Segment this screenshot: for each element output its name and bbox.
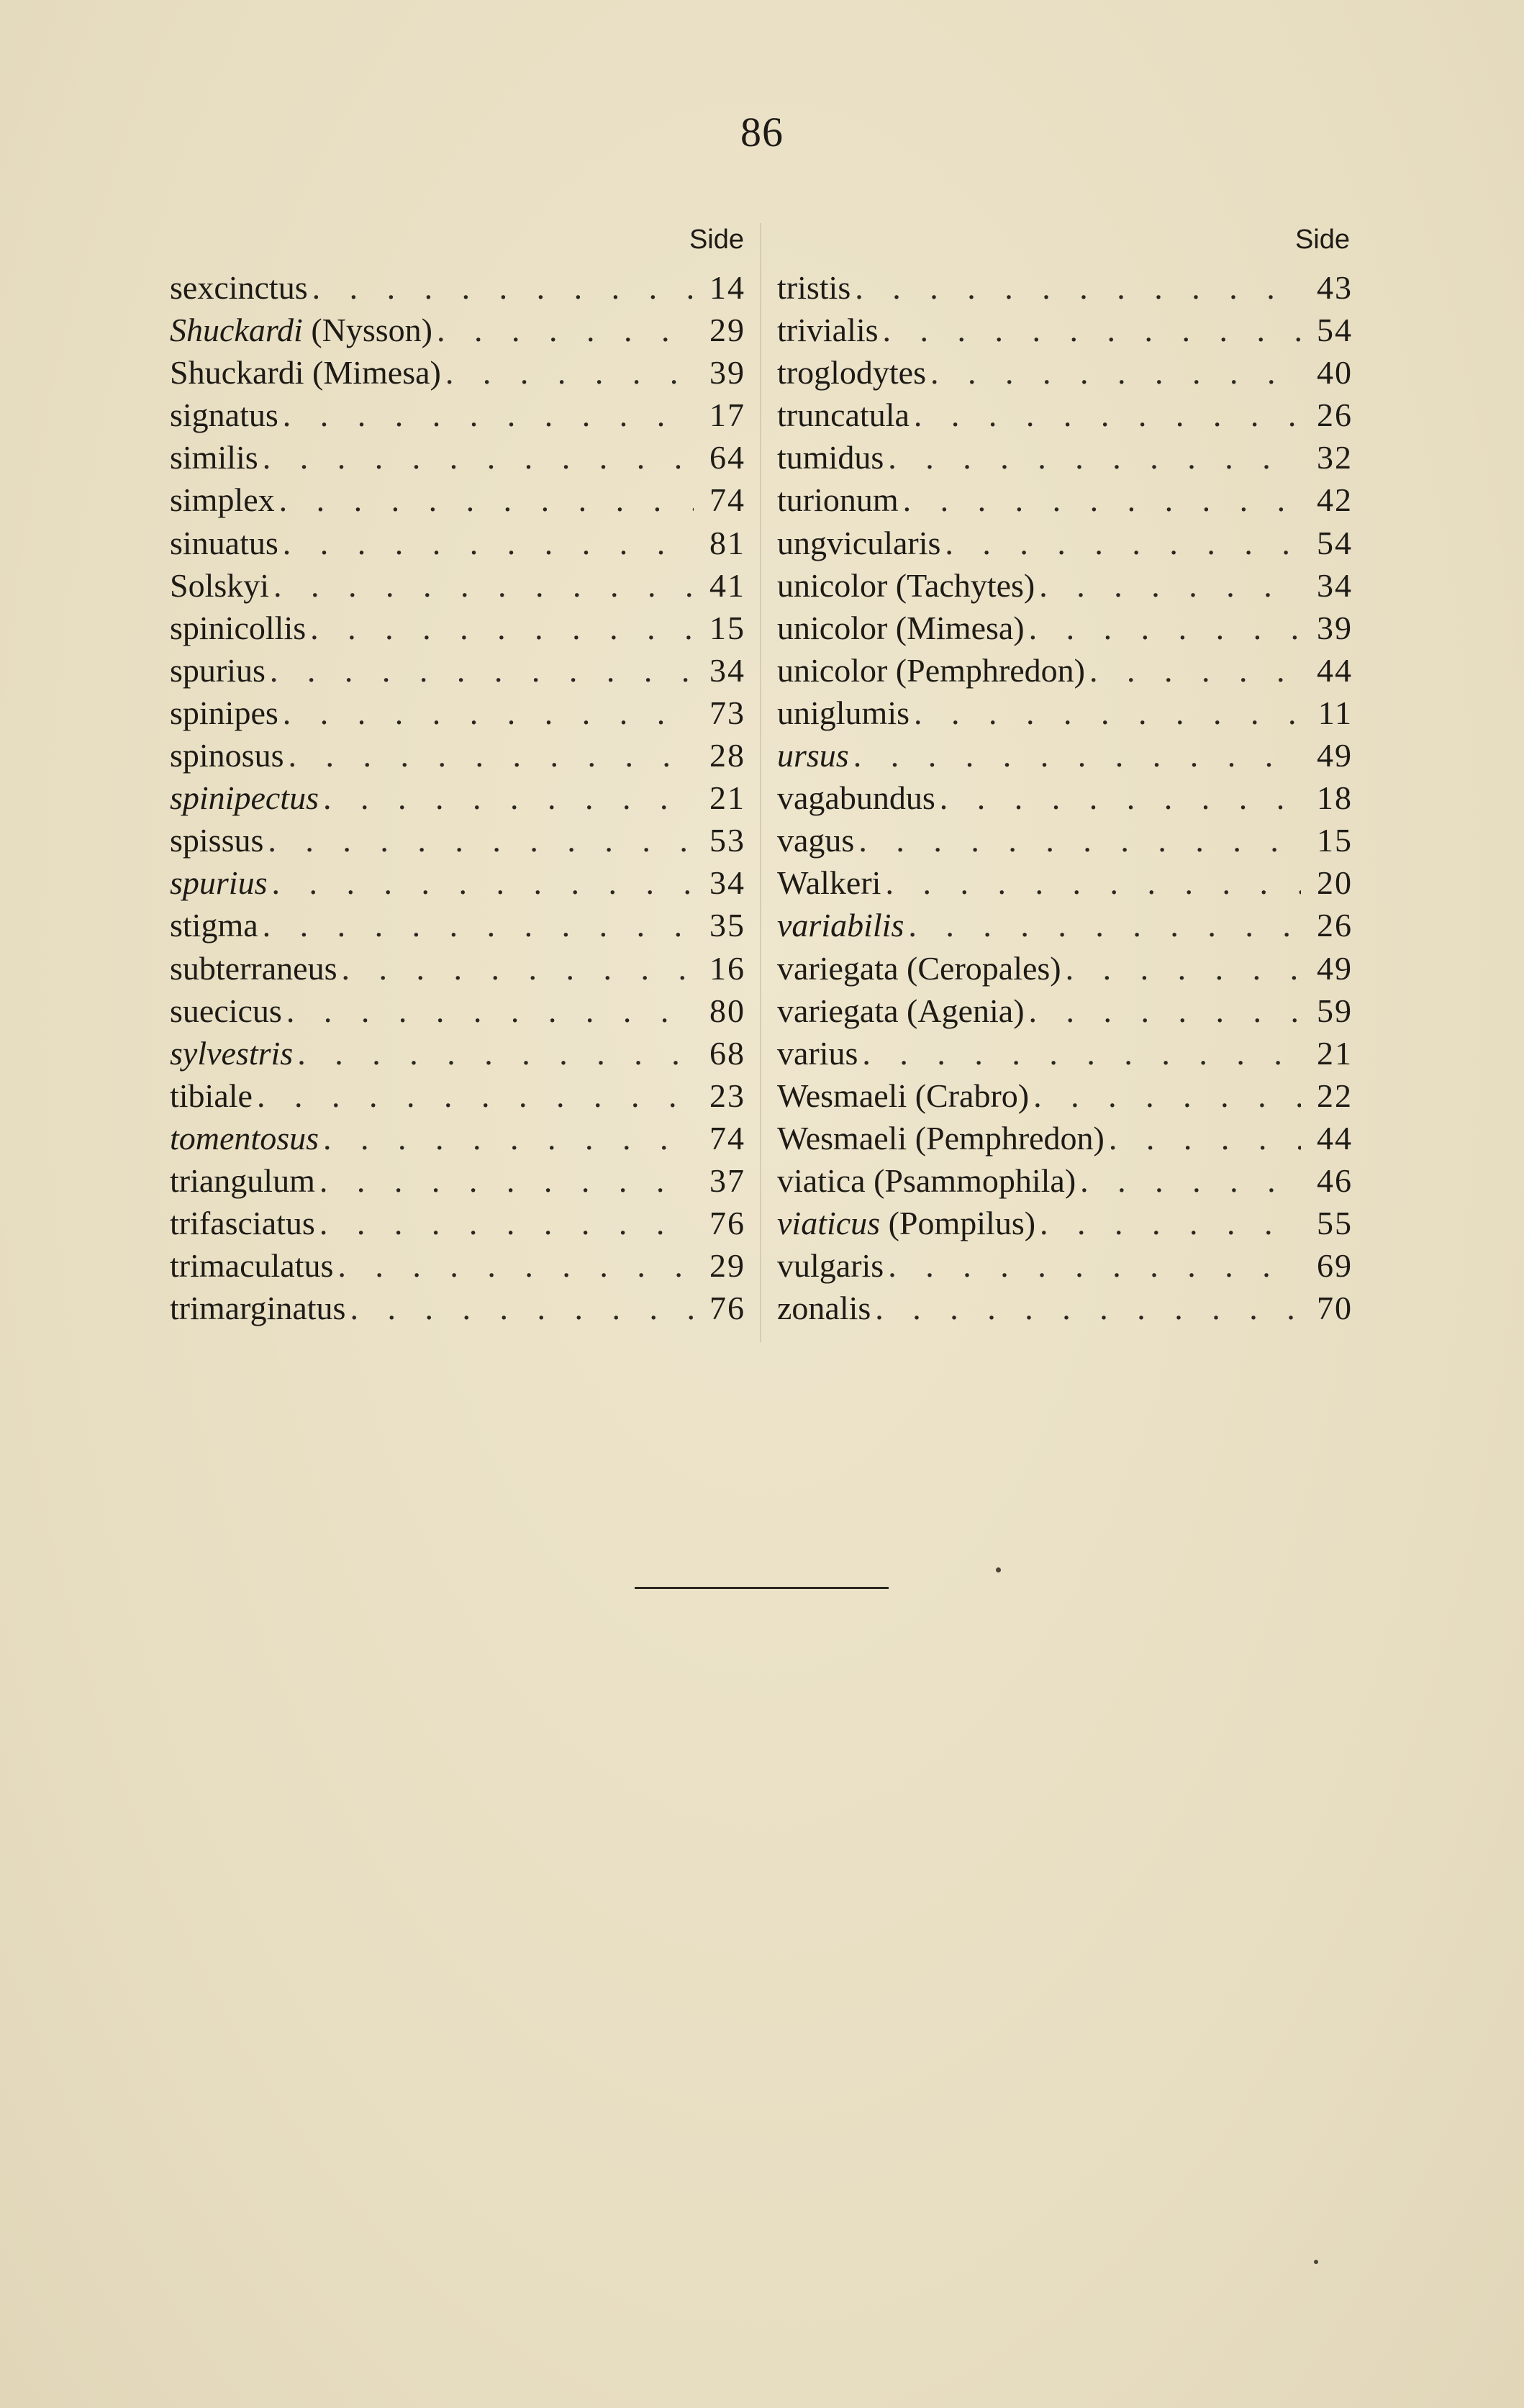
end-rule bbox=[635, 1587, 889, 1589]
index-entry bbox=[777, 524, 1353, 566]
dot-leader bbox=[908, 906, 1301, 944]
entry-name bbox=[777, 609, 1025, 647]
index-entry bbox=[170, 864, 745, 906]
entry-name-part: sexcinctus bbox=[170, 269, 308, 306]
entry-name bbox=[170, 1119, 319, 1157]
dot-leader bbox=[885, 864, 1301, 902]
entry-name bbox=[170, 992, 282, 1030]
index-entry bbox=[170, 1246, 745, 1289]
entry-name-part: similis bbox=[170, 439, 258, 476]
entry-name-part: variegata (Agenia) bbox=[777, 992, 1025, 1029]
entry-name-part: Solskyi bbox=[170, 566, 270, 604]
index-entry bbox=[170, 821, 745, 864]
entry-page-number: 16 bbox=[709, 949, 745, 987]
dot-leader bbox=[1033, 1077, 1301, 1115]
index-entry bbox=[777, 268, 1353, 311]
print-speck bbox=[996, 1567, 1001, 1572]
entry-name bbox=[170, 1077, 253, 1115]
entry-name bbox=[170, 949, 337, 987]
index-entry bbox=[777, 1289, 1353, 1331]
entry-name bbox=[170, 1034, 293, 1072]
dot-leader bbox=[940, 779, 1301, 817]
dot-leader bbox=[1029, 609, 1301, 647]
entry-name bbox=[777, 864, 881, 902]
entry-name bbox=[777, 268, 851, 307]
entry-name bbox=[170, 864, 267, 902]
dot-leader bbox=[914, 694, 1301, 732]
dot-leader bbox=[288, 736, 694, 774]
entry-name-part: suecicus bbox=[170, 992, 282, 1029]
index-entry bbox=[170, 1162, 745, 1204]
entry-name-part: Wesmaeli (Crabro) bbox=[777, 1077, 1030, 1114]
index-entry bbox=[777, 311, 1353, 353]
entry-page-number: 34 bbox=[709, 651, 745, 689]
dot-leader bbox=[283, 694, 694, 732]
entry-name-part: unicolor (Pemphredon) bbox=[777, 651, 1085, 689]
entry-name-part: (Nysson) bbox=[302, 312, 432, 349]
entry-name-part: simplex bbox=[170, 481, 275, 519]
index-entry bbox=[777, 438, 1353, 481]
index-entry bbox=[170, 438, 745, 481]
entry-page-number: 73 bbox=[709, 694, 745, 731]
entry-page-number: 55 bbox=[1317, 1205, 1353, 1242]
entry-page-number: 43 bbox=[1317, 269, 1353, 306]
entry-name bbox=[170, 651, 266, 689]
entry-page-number: 40 bbox=[1317, 354, 1353, 391]
dot-leader bbox=[1039, 566, 1301, 605]
dot-leader bbox=[1040, 1204, 1301, 1242]
index-entry bbox=[170, 1077, 745, 1119]
entry-page-number: 22 bbox=[1317, 1077, 1353, 1114]
dot-leader bbox=[279, 481, 694, 519]
entry-name bbox=[777, 821, 854, 859]
entry-page-number: 74 bbox=[709, 1119, 745, 1157]
index-entry bbox=[170, 353, 745, 396]
index-entry bbox=[170, 906, 745, 949]
entry-page-number: 69 bbox=[1317, 1247, 1353, 1285]
entry-page-number: 39 bbox=[709, 354, 745, 391]
index-entry bbox=[777, 1119, 1353, 1162]
dot-leader bbox=[257, 1077, 694, 1115]
entry-page-number: 34 bbox=[1317, 566, 1353, 604]
entry-name-part: variegata (Ceropales) bbox=[777, 949, 1061, 987]
entry-name bbox=[170, 821, 263, 859]
index-entry bbox=[777, 651, 1353, 694]
dot-leader bbox=[1109, 1119, 1301, 1157]
dot-leader bbox=[888, 438, 1301, 476]
dot-leader bbox=[310, 609, 694, 647]
entry-name-part: subterraneus bbox=[170, 949, 337, 987]
dot-leader bbox=[283, 396, 694, 434]
entry-name bbox=[777, 524, 940, 562]
index-entry bbox=[170, 268, 745, 311]
index-entry bbox=[170, 481, 745, 523]
index-entry bbox=[170, 779, 745, 821]
dot-leader bbox=[323, 1119, 694, 1157]
page-number: 86 bbox=[740, 109, 784, 155]
right-column-header: Side bbox=[1294, 225, 1350, 255]
entry-page-number: 11 bbox=[1317, 694, 1353, 731]
entry-name-part: zonalis bbox=[777, 1290, 871, 1327]
entry-name bbox=[777, 1077, 1029, 1115]
entry-name-italic-part: variabilis bbox=[777, 907, 904, 944]
entry-name-part: truncatula bbox=[777, 397, 910, 434]
entry-name bbox=[777, 779, 935, 817]
index-entry bbox=[170, 396, 745, 438]
index-entry bbox=[170, 651, 745, 694]
entry-name bbox=[777, 1246, 884, 1285]
entry-page-number: 68 bbox=[709, 1034, 745, 1072]
dot-leader bbox=[283, 524, 694, 562]
entry-name bbox=[170, 566, 269, 605]
entry-page-number: 49 bbox=[1317, 949, 1353, 987]
dot-leader bbox=[945, 524, 1301, 562]
dot-leader bbox=[853, 736, 1301, 774]
entry-name-italic-part: Shuckardi bbox=[170, 312, 303, 349]
dot-leader bbox=[862, 1034, 1301, 1072]
entry-page-number: 28 bbox=[709, 737, 745, 774]
entry-name-part: spinicollis bbox=[170, 609, 307, 646]
dot-leader bbox=[888, 1246, 1301, 1285]
entry-page-number: 26 bbox=[1317, 907, 1353, 944]
index-entry bbox=[777, 1077, 1353, 1119]
index-entry bbox=[777, 694, 1353, 736]
index-entry bbox=[170, 524, 745, 566]
entry-name-part: spinipes bbox=[170, 694, 278, 731]
entry-name-part: trimaculatus bbox=[170, 1247, 334, 1285]
entry-page-number: 26 bbox=[1317, 397, 1353, 434]
entry-name-part: trivialis bbox=[777, 312, 879, 349]
entry-name bbox=[170, 694, 278, 732]
entry-page-number: 46 bbox=[1317, 1162, 1353, 1199]
entry-name-part: viatica (Psammophila) bbox=[777, 1162, 1076, 1199]
entry-page-number: 14 bbox=[709, 269, 745, 306]
entry-name bbox=[170, 906, 258, 944]
entry-page-number: 39 bbox=[1317, 609, 1353, 646]
index-entry bbox=[777, 736, 1353, 779]
left-index-column bbox=[170, 268, 745, 1331]
index-entry bbox=[777, 864, 1353, 906]
index-entry bbox=[170, 609, 745, 651]
dot-leader bbox=[1066, 949, 1301, 987]
print-speck bbox=[1314, 2260, 1318, 2264]
dot-leader bbox=[875, 1289, 1301, 1327]
entry-page-number: 41 bbox=[709, 566, 745, 604]
entry-page-number: 21 bbox=[709, 779, 745, 817]
index-entry bbox=[170, 311, 745, 353]
entry-name bbox=[777, 481, 899, 519]
entry-name bbox=[170, 268, 308, 307]
entry-name-part: Wesmaeli (Pemphredon) bbox=[777, 1119, 1105, 1157]
index-entry bbox=[170, 1289, 745, 1331]
entry-name-part: Walkeri bbox=[777, 864, 881, 902]
entry-page-number: 49 bbox=[1317, 737, 1353, 774]
entry-page-number: 80 bbox=[709, 992, 745, 1029]
entry-name bbox=[170, 1162, 315, 1200]
index-entry bbox=[170, 992, 745, 1034]
entry-name bbox=[777, 1289, 871, 1327]
entry-name-part: unicolor (Tachytes) bbox=[777, 566, 1035, 604]
entry-name bbox=[777, 396, 910, 434]
entry-page-number: 18 bbox=[1317, 779, 1353, 817]
dot-leader bbox=[883, 311, 1301, 349]
entry-name-part: troglodytes bbox=[777, 354, 926, 391]
entry-name bbox=[777, 311, 879, 349]
index-entry bbox=[777, 821, 1353, 864]
entry-page-number: 17 bbox=[709, 397, 745, 434]
entry-name-part: sinuatus bbox=[170, 524, 278, 561]
index-entry bbox=[777, 566, 1353, 609]
dot-leader bbox=[268, 821, 694, 859]
entry-page-number: 59 bbox=[1317, 992, 1353, 1029]
entry-name bbox=[170, 438, 258, 476]
entry-name-italic-part: ursus bbox=[777, 737, 849, 774]
entry-page-number: 21 bbox=[1317, 1034, 1353, 1072]
entry-page-number: 53 bbox=[709, 822, 745, 859]
entry-name bbox=[777, 992, 1025, 1030]
dot-leader bbox=[286, 992, 694, 1030]
entry-page-number: 76 bbox=[709, 1205, 745, 1242]
dot-leader bbox=[341, 949, 694, 987]
entry-name bbox=[777, 438, 884, 476]
entry-name bbox=[170, 481, 275, 519]
right-index-column bbox=[777, 268, 1353, 1331]
entry-name-part: spissus bbox=[170, 822, 264, 859]
index-entry bbox=[777, 906, 1353, 949]
entry-page-number: 74 bbox=[709, 481, 745, 519]
entry-page-number: 15 bbox=[709, 609, 745, 646]
entry-name-part: spinosus bbox=[170, 737, 284, 774]
entry-name bbox=[777, 1204, 1035, 1242]
dot-leader bbox=[930, 353, 1301, 391]
dot-leader bbox=[1029, 992, 1301, 1030]
entry-name-italic-part: sylvestris bbox=[170, 1034, 294, 1072]
index-entry bbox=[777, 1204, 1353, 1246]
entry-name bbox=[777, 1162, 1076, 1200]
entry-name-part: turionum bbox=[777, 481, 899, 519]
index-entry bbox=[170, 736, 745, 779]
index-entry bbox=[170, 694, 745, 736]
entry-page-number: 29 bbox=[709, 1247, 745, 1285]
entry-page-number: 15 bbox=[1317, 822, 1353, 859]
entry-page-number: 35 bbox=[709, 907, 745, 944]
index-entry bbox=[777, 353, 1353, 396]
entry-name bbox=[777, 906, 904, 944]
entry-page-number: 44 bbox=[1317, 1119, 1353, 1157]
entry-name bbox=[777, 651, 1085, 689]
entry-page-number: 81 bbox=[709, 524, 745, 561]
index-entry bbox=[777, 609, 1353, 651]
dot-leader bbox=[273, 566, 694, 605]
entry-page-number: 64 bbox=[709, 439, 745, 476]
entry-name-part: trifasciatus bbox=[170, 1205, 315, 1242]
entry-page-number: 70 bbox=[1317, 1290, 1353, 1327]
entry-page-number: 54 bbox=[1317, 524, 1353, 561]
index-entry bbox=[777, 949, 1353, 992]
index-entry bbox=[777, 1246, 1353, 1289]
entry-name-part: uniglumis bbox=[777, 694, 910, 731]
entry-name bbox=[170, 353, 441, 391]
entry-name-part: triangulum bbox=[170, 1162, 315, 1199]
dot-leader bbox=[312, 268, 694, 307]
dot-leader bbox=[337, 1246, 694, 1285]
entry-name bbox=[170, 1204, 315, 1242]
entry-name bbox=[170, 1289, 345, 1327]
dot-leader bbox=[914, 396, 1301, 434]
entry-name-italic-part: viaticus bbox=[777, 1205, 881, 1242]
entry-name bbox=[777, 353, 926, 391]
left-column-header: Side bbox=[689, 225, 744, 255]
entry-name-italic-part: tomentosus bbox=[170, 1119, 319, 1157]
entry-name-part: (Pompilus) bbox=[880, 1205, 1036, 1242]
index-entry bbox=[170, 949, 745, 992]
column-divider bbox=[760, 223, 761, 1342]
entry-name-italic-part: spinipectus bbox=[170, 779, 319, 817]
dot-leader bbox=[263, 438, 694, 476]
entry-name bbox=[170, 779, 319, 817]
entry-name bbox=[170, 524, 278, 562]
index-entry bbox=[777, 779, 1353, 821]
entry-name bbox=[170, 609, 306, 647]
entry-page-number: 29 bbox=[709, 312, 745, 349]
index-entry bbox=[777, 1162, 1353, 1204]
dot-leader bbox=[271, 864, 694, 902]
entry-name-part: tibiale bbox=[170, 1077, 253, 1114]
entry-page-number: 54 bbox=[1317, 312, 1353, 349]
index-entry bbox=[777, 1034, 1353, 1077]
entry-name-part: vulgaris bbox=[777, 1247, 884, 1285]
entry-name-part: ungvicularis bbox=[777, 524, 941, 561]
entry-name bbox=[170, 311, 432, 349]
entry-name-part: vagabundus bbox=[777, 779, 935, 817]
entry-name bbox=[170, 1246, 333, 1285]
entry-name-part: vagus bbox=[777, 822, 855, 859]
entry-name bbox=[777, 1119, 1105, 1157]
entry-name-part: stigma bbox=[170, 907, 258, 944]
dot-leader bbox=[263, 906, 694, 944]
entry-page-number: 37 bbox=[709, 1162, 745, 1199]
index-entry bbox=[777, 992, 1353, 1034]
entry-page-number: 76 bbox=[709, 1290, 745, 1327]
entry-name bbox=[170, 736, 284, 774]
dot-leader bbox=[437, 311, 694, 349]
index-entry bbox=[170, 1034, 745, 1077]
entry-name bbox=[777, 949, 1061, 987]
dot-leader bbox=[270, 651, 694, 689]
entry-page-number: 23 bbox=[709, 1077, 745, 1114]
entry-name bbox=[777, 736, 849, 774]
entry-page-number: 34 bbox=[709, 864, 745, 902]
index-entry bbox=[170, 1119, 745, 1162]
dot-leader bbox=[855, 268, 1301, 307]
dot-leader bbox=[319, 1162, 694, 1200]
entry-page-number: 20 bbox=[1317, 864, 1353, 902]
entry-name-part: signatus bbox=[170, 397, 278, 434]
entry-name-part: trimarginatus bbox=[170, 1290, 346, 1327]
entry-name-part: Shuckardi (Mimesa) bbox=[170, 354, 441, 391]
dot-leader bbox=[1080, 1162, 1301, 1200]
entry-name-part: tumidus bbox=[777, 439, 884, 476]
dot-leader bbox=[858, 821, 1301, 859]
entry-page-number: 44 bbox=[1317, 651, 1353, 689]
entry-name-italic-part: spurius bbox=[170, 864, 268, 902]
entry-name-part: varius bbox=[777, 1034, 858, 1072]
dot-leader bbox=[903, 481, 1301, 519]
entry-name-part: spurius bbox=[170, 651, 266, 689]
entry-page-number: 32 bbox=[1317, 439, 1353, 476]
dot-leader bbox=[323, 779, 694, 817]
entry-name-part: tristis bbox=[777, 269, 851, 306]
entry-name bbox=[777, 566, 1035, 605]
index-entry bbox=[170, 566, 745, 609]
dot-leader bbox=[1089, 651, 1301, 689]
entry-name bbox=[777, 694, 910, 732]
entry-name bbox=[170, 396, 278, 434]
dot-leader bbox=[445, 353, 694, 391]
dot-leader bbox=[297, 1034, 694, 1072]
index-entry bbox=[777, 481, 1353, 523]
index-entry bbox=[170, 1204, 745, 1246]
entry-name-part: unicolor (Mimesa) bbox=[777, 609, 1025, 646]
entry-page-number: 42 bbox=[1317, 481, 1353, 519]
dot-leader bbox=[319, 1204, 694, 1242]
dot-leader bbox=[350, 1289, 694, 1327]
entry-name bbox=[777, 1034, 858, 1072]
index-entry bbox=[777, 396, 1353, 438]
